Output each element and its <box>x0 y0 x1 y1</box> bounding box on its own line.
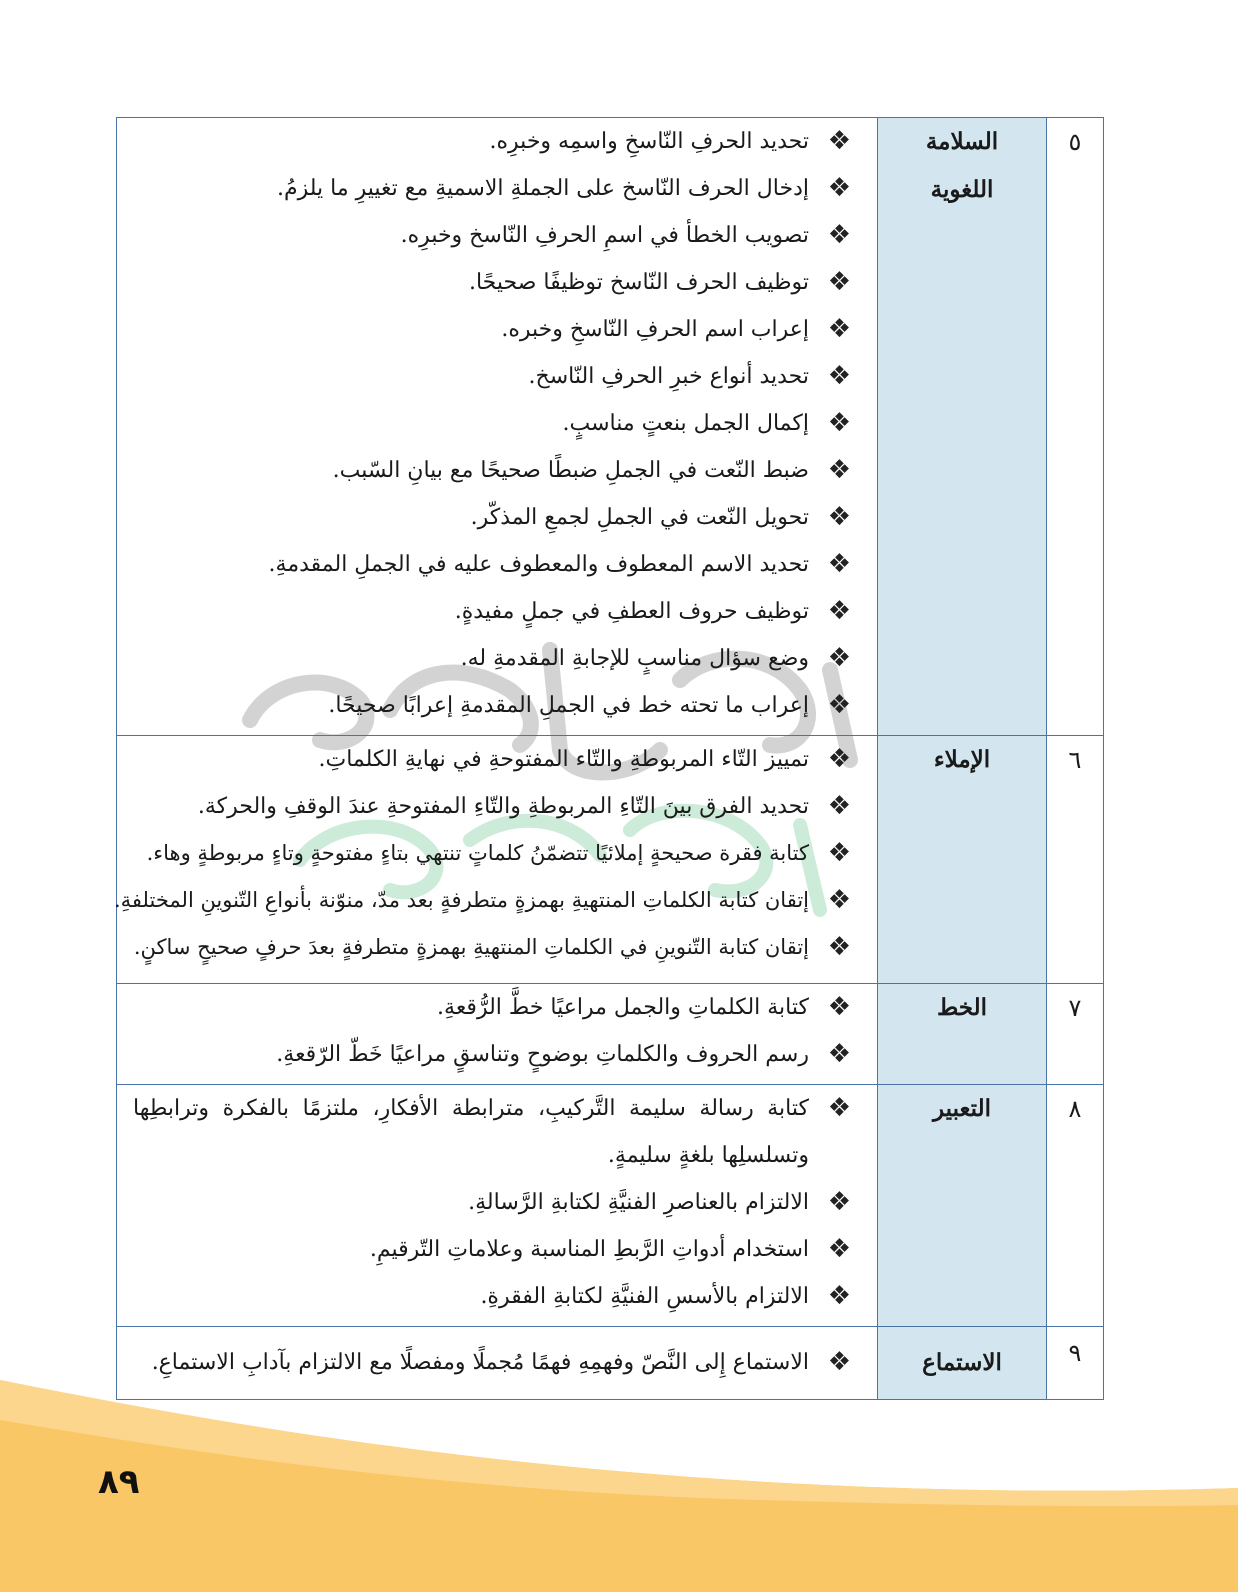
list-item: ❖ تحديد أنواع خبرِ الحرفِ النّاسخ. <box>133 353 851 400</box>
row-number: ٥ <box>1047 118 1104 736</box>
table-row <box>117 1085 1104 1327</box>
skill-name: الخط <box>878 984 1047 1085</box>
objectives-cell <box>117 984 878 1085</box>
diamond-bullet-icon: ❖ <box>827 314 851 344</box>
diamond-bullet-icon: ❖ <box>827 267 851 297</box>
skill-name: الاستماع <box>878 1327 1047 1400</box>
list-item: ❖ رسم الحروف والكلماتِ بوضوحٍ وتناسقٍ مراعيًا خَطّ الرّقعةِ. <box>133 1031 851 1078</box>
diamond-bullet-icon: ❖ <box>827 173 851 203</box>
skill-name: الإملاء <box>878 736 1047 984</box>
objectives-list <box>133 1085 851 1320</box>
list-item: ❖ توظيف الحرف النّاسخ توظيفًا صحيحًا. <box>133 259 851 306</box>
diamond-bullet-icon: ❖ <box>827 220 851 250</box>
table-row <box>117 736 1104 984</box>
list-item: ❖ كتابة الكلماتِ والجمل مراعيًا خطَّ الرُّقعةِ. <box>133 984 851 1031</box>
list-item: ❖ تحديد الاسم المعطوف والمعطوف عليه في الجملِ المقدمةِ. <box>133 541 851 588</box>
diamond-bullet-icon: ❖ <box>827 838 851 868</box>
objectives-list <box>133 984 851 1078</box>
diamond-bullet-icon: ❖ <box>827 455 851 485</box>
objectives-cell <box>117 1327 878 1400</box>
diamond-bullet-icon: ❖ <box>827 1347 851 1377</box>
diamond-bullet-icon: ❖ <box>827 885 851 915</box>
diamond-bullet-icon: ❖ <box>827 361 851 391</box>
diamond-bullet-icon: ❖ <box>827 549 851 579</box>
list-item: ❖ إعراب اسم الحرفِ النّاسخِ وخبره. <box>133 306 851 353</box>
list-item: ❖ إتقان كتابة الكلماتِ المنتهيةِ بهمزةٍ متطرفةٍ بعد مدّ، منوّنة بأنواعِ التّنوينِ المختلفةِ. <box>133 877 851 924</box>
objectives-cell <box>117 118 878 736</box>
list-item: ❖ الالتزام بالأسسِ الفنيَّةِ لكتابةِ الفقرةِ. <box>133 1273 851 1320</box>
list-item: ❖ تحويل النّعت في الجملِ لجمعِ المذكّر. <box>133 494 851 541</box>
diamond-bullet-icon: ❖ <box>827 1187 851 1217</box>
row-number: ٧ <box>1047 984 1104 1085</box>
diamond-bullet-icon: ❖ <box>827 408 851 438</box>
list-item: ❖ توظيف حروف العطفِ في جملٍ مفيدةٍ. <box>133 588 851 635</box>
table-row <box>117 1327 1104 1400</box>
objectives-cell <box>117 1085 878 1327</box>
table-row <box>117 118 1104 736</box>
row-number: ٩ <box>1047 1327 1104 1400</box>
skill-name: السلامة اللغوية <box>878 118 1047 736</box>
list-item: ❖ تحديد الحرفِ النّاسخِ واسمِه وخبرِه. <box>133 118 851 165</box>
list-item: ❖ تصويب الخطأ في اسمِ الحرفِ النّاسخ وخبرِه. <box>133 212 851 259</box>
page-number: ٨٩ <box>98 1462 140 1502</box>
row-number: ٦ <box>1047 736 1104 984</box>
list-item: ❖ كتابة فقرة صحيحةٍ إملائيًا تتضمّنُ كلماتٍ تنتهي بتاءٍ مفتوحةٍ وتاءٍ مربوطةٍ وهاء. <box>133 830 851 877</box>
diamond-bullet-icon: ❖ <box>827 932 851 962</box>
diamond-bullet-icon: ❖ <box>827 126 851 156</box>
row-number: ٨ <box>1047 1085 1104 1327</box>
footer-wave <box>0 1380 1238 1592</box>
diamond-bullet-icon: ❖ <box>827 1039 851 1069</box>
table-row <box>117 984 1104 1085</box>
list-item: ❖ تحديد الفرق بينَ التّاءِ المربوطةِ والتّاءِ المفتوحةِ عندَ الوقفِ والحركة. <box>133 783 851 830</box>
curriculum-table <box>116 117 1104 1400</box>
list-item: ❖ وضع سؤال مناسبٍ للإجابةِ المقدمةِ له. <box>133 635 851 682</box>
diamond-bullet-icon: ❖ <box>827 502 851 532</box>
list-item: ❖ إكمال الجمل بنعتٍ مناسبٍ. <box>133 400 851 447</box>
diamond-bullet-icon: ❖ <box>827 791 851 821</box>
diamond-bullet-icon: ❖ <box>827 1234 851 1264</box>
list-item: ❖ تمييز التّاء المربوطةِ والتّاء المفتوحةِ في نهايةِ الكلماتِ. <box>133 736 851 783</box>
diamond-bullet-icon: ❖ <box>827 1281 851 1311</box>
diamond-bullet-icon: ❖ <box>827 1093 851 1123</box>
list-item: ❖ إعراب ما تحته خط في الجملِ المقدمةِ إعرابًا صحيحًا. <box>133 682 851 729</box>
objectives-list <box>133 1339 851 1386</box>
list-item: ❖ كتابة رسالة سليمة التَّركيبِ، مترابطة الأفكارِ، ملتزمًا بالفكرة وترابطِها وتسلسلِها بلغةٍ سليمةٍ. <box>133 1085 851 1179</box>
diamond-bullet-icon: ❖ <box>827 596 851 626</box>
objectives-list <box>133 118 851 729</box>
diamond-bullet-icon: ❖ <box>827 744 851 774</box>
list-item: ❖ الالتزام بالعناصرِ الفنيَّةِ لكتابةِ الرَّسالةِ. <box>133 1179 851 1226</box>
list-item: ❖ ضبط النّعت في الجملِ ضبطًا صحيحًا مع بيانِ السّبب. <box>133 447 851 494</box>
objectives-list <box>114 736 851 971</box>
diamond-bullet-icon: ❖ <box>827 643 851 673</box>
list-item: ❖ الاستماع إِلى النَّصّ وفهمِهِ فهمًا مُجملًا ومفصلًا مع الالتزام بآدابِ الاستماعِ. <box>133 1339 851 1386</box>
list-item: ❖ إتقان كتابة التّنوينِ في الكلماتِ المنتهيةِ بهمزةٍ متطرفةٍ بعدَ حرفٍ صحيحٍ ساكنٍ. <box>133 924 851 971</box>
list-item: ❖ استخدام أدواتِ الرَّبطِ المناسبة وعلاماتِ التّرقيمِ. <box>133 1226 851 1273</box>
skill-name: التعبير <box>878 1085 1047 1327</box>
diamond-bullet-icon: ❖ <box>827 992 851 1022</box>
objectives-cell <box>114 736 878 984</box>
diamond-bullet-icon: ❖ <box>827 690 851 720</box>
list-item: ❖ إدخال الحرف النّاسخ على الجملةِ الاسميةِ مع تغييرِ ما يلزمُ. <box>133 165 851 212</box>
